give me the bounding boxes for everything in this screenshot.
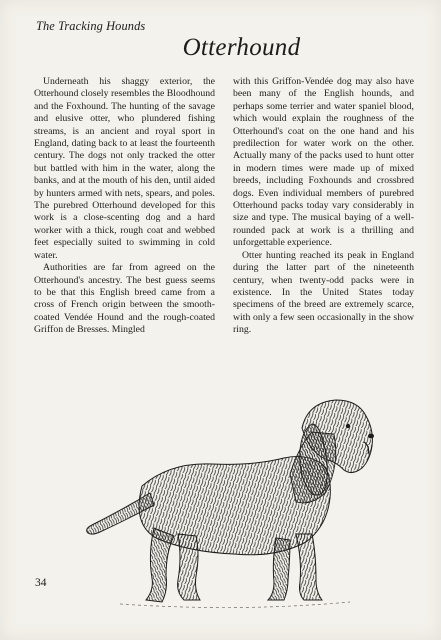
paragraph: Otter hunting reached its peak in England during the latter part of the nineteenth century, when twenty-odd packs were in existence. In the United States today specimens of the breed are extremely scarce, with only a few seen occasionally in the show ring. bbox=[233, 249, 414, 336]
page-title: Otterhound bbox=[182, 34, 301, 61]
left-column bbox=[34, 76, 215, 337]
otterhound-drawing-icon bbox=[80, 388, 380, 620]
right-column bbox=[233, 76, 414, 337]
paragraph: Underneath his shaggy exterior, the Otterhound closely resembles the Bloodhound and the Foxhound. The hunting of the savage and elusive otter, who plundered fishing streams, is an ancient and royal sport in England, dating back to at least the fourteenth century. The dogs not only tracked the otter but battled with him in the water, along the banks, and at the mouth of his den, until aided by hunters armed with nets, spears, and poles. The purebred Otterhound developed for this work is a close-scenting dog and a hard worker with a thick, rough coat and webbed feet especially suited to swimming in cold water. bbox=[34, 76, 215, 261]
body-text bbox=[34, 76, 414, 337]
paragraph: Authorities are far from agreed on the Otterhound's ancestry. The best guess seems to be that this English breed came from a cross of French origin between the smooth-coated Vendée Hound and the rough-coated Griffon de Bresses. Mingled bbox=[34, 262, 215, 336]
page-number: 34 bbox=[35, 577, 47, 589]
paragraph: with this Griffon-Vendée dog may also have been many of the English hounds, and perhaps some terrier and water spaniel blood, which would explain the roughness of the Otterhound's coat on the one hand and his predilection for water work on the other. Actually many of the packs used to hunt otter in modern times were made up of mixed breeds, including Foxhounds and crossbred dogs. Even individual members of purebred Otterhound packs today vary considerably in size and type. The musical baying of a well-rounded pack at work is a thrilling and unforgettable experience. bbox=[233, 76, 414, 249]
running-head: The Tracking Hounds bbox=[36, 19, 146, 33]
